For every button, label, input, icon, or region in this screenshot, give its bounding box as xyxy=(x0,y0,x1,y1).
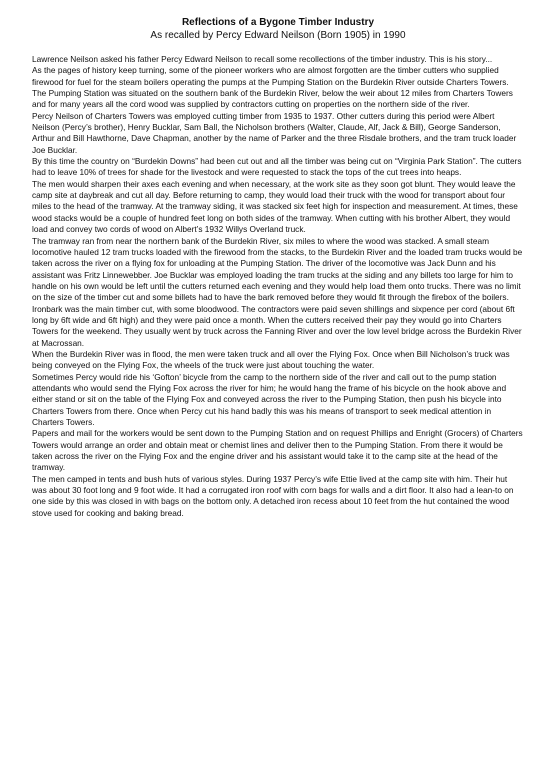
document-page xyxy=(32,16,524,519)
paragraph-pioneers: As the pages of history keep turning, some of the pioneer workers who are almost forgotten are the timber cutters who supplied firewood for fuel for the steam boilers operating the pumps at the Pumping Station on the Burdekin River outside Charters Towers. xyxy=(32,65,509,87)
paragraph-axes: The men would sharpen their axes each evening and when necessary, at the work site as they soon got blunt. They would leave the camp site at daybreak and cut all day. Before returning to camp, they would load their truck with the wood for transport about four miles to the head of the tramway. At the tramway siding, it was stacked six feet high for inspection and measurement. At times, these wood stacks would be a couple of hundred feet long on both sides of the tramway. When cutting with his brother Albert, they would load and convey two cords of wood on Albert’s 1932 Willys Overland truck. xyxy=(32,178,518,235)
paragraph-camp: The men camped in tents and bush huts of various styles. During 1937 Percy’s wife Ettie lived at the camp site with him. Their hut was about 30 foot long and 9 foot wide. It had a corrugated iron roof with corn bags for walls and a dirt floor. It also had a lean-to on one side by this was closed in with bags on the bottom only. A detached iron recess about 10 feet from the hut contained the wood stove used for cooking and baking bread. xyxy=(32,473,514,518)
paragraph-tramway: The tramway ran from near the northern bank of the Burdekin River, six miles to where the wood was stacked. A small steam locomotive hauled 12 tram trucks loaded with the firewood from the stacks, to the Burdekin River and the loaded tram trucks would be taken across the river on a flying fox for unloading at the Pumping Station. The driver of the locomotive was Jack Dunn and his assistant was Fritz Linnewebber. Joe Bucklar was employed loading the tram trucks at the siding and any billets too large for him to handle on his own would be left until the cutters returned each evening and they would help load them onto trucks. There was no limit on the size of the timber cut and some billets had to have the bark removed before they would fit through the firebox of the boilers. Ironbark was the main timber cut, with some bloodwood. The contractors were paid seven shillings and sixpence per cord (about 6ft long by 6ft wide and 6ft high) and they were paid once a month. When the cutters received their pay they would go into Charters Towers for the weekend. They usually went by truck across the Fanning River and over the low level bridge across the Burdekin River at Macrossan. xyxy=(32,235,523,348)
paragraph-bicycle: Sometimes Percy would ride his ‘Gofton’ bicycle from the camp to the northern side of the river and call out to the pump station attendants who would send the Flying Fox across the river for him; he would hang the frame of his bicycle on the hook above and either stand or sit on the table of the Flying Fox and conveyed across the river to the Pumping Station, then push his bicycle into Charters Towers from there. Once when Percy cut his hand badly this was his means of transport to seek medical attention in Charters Towers. xyxy=(32,371,507,427)
paragraph-pumping-station: The Pumping Station was situated on the southern bank of the Burdekin River, below the weir about 12 miles from Charters Towers and for many years all the cord wood was supplied by contractors cutting on properties on the northern side of the river. xyxy=(32,88,513,110)
paragraph-mail: Papers and mail for the workers would be sent down to the Pumping Station and on request Phillips and Enright (Grocers) of Charters Towers would arrange an order and obtain meat or chemist lines and deliver then to the Pumping Station. From there it would be taken across the river on the Flying Fox and the engine driver and his assistant would take it to the camp site at the head of the tramway. xyxy=(32,428,523,473)
document-subtitle: As recalled by Percy Edward Neilson (Born 1905) in 1990 xyxy=(150,30,406,41)
paragraph-intro: Lawrence Neilson asked his father Percy Edward Neilson to recall some recollections of the timber industry. This is his story... xyxy=(32,54,493,64)
paragraph-cutters: Percy Neilson of Charters Towers was employed cutting timber from 1935 to 1937. Other cutters during this period were Albert Neilson (Percy’s brother), Henry Bucklar, Sam Ball, the Nicholson brothers (Walter, Claude, Alf, Jack & Bill), George Sanderson, Arthur and Bill Hawthorne, Dave Chapman, another by the name of Parker and the three Risdale brothers, and the tram truck loader Joe Bucklar. xyxy=(32,110,517,155)
paragraph-virginia-park: By this time the country on “Burdekin Downs” had been cut out and all the timber was being cut on “Virginia Park Station”. The cutters had to leave 10% of trees for shade for the livestock and were requested to stack the tops of the cut trees into heaps. xyxy=(32,156,522,178)
document-body xyxy=(32,54,524,519)
paragraph-flood: When the Burdekin River was in flood, the men were taken truck and all over the Flying Fox. Once when Bill Nicholson’s truck was being conveyed on the Flying Fox, the wheels of the truck were just about touching the water. xyxy=(32,348,510,371)
document-title: Reflections of a Bygone Timber Industry xyxy=(181,17,375,28)
